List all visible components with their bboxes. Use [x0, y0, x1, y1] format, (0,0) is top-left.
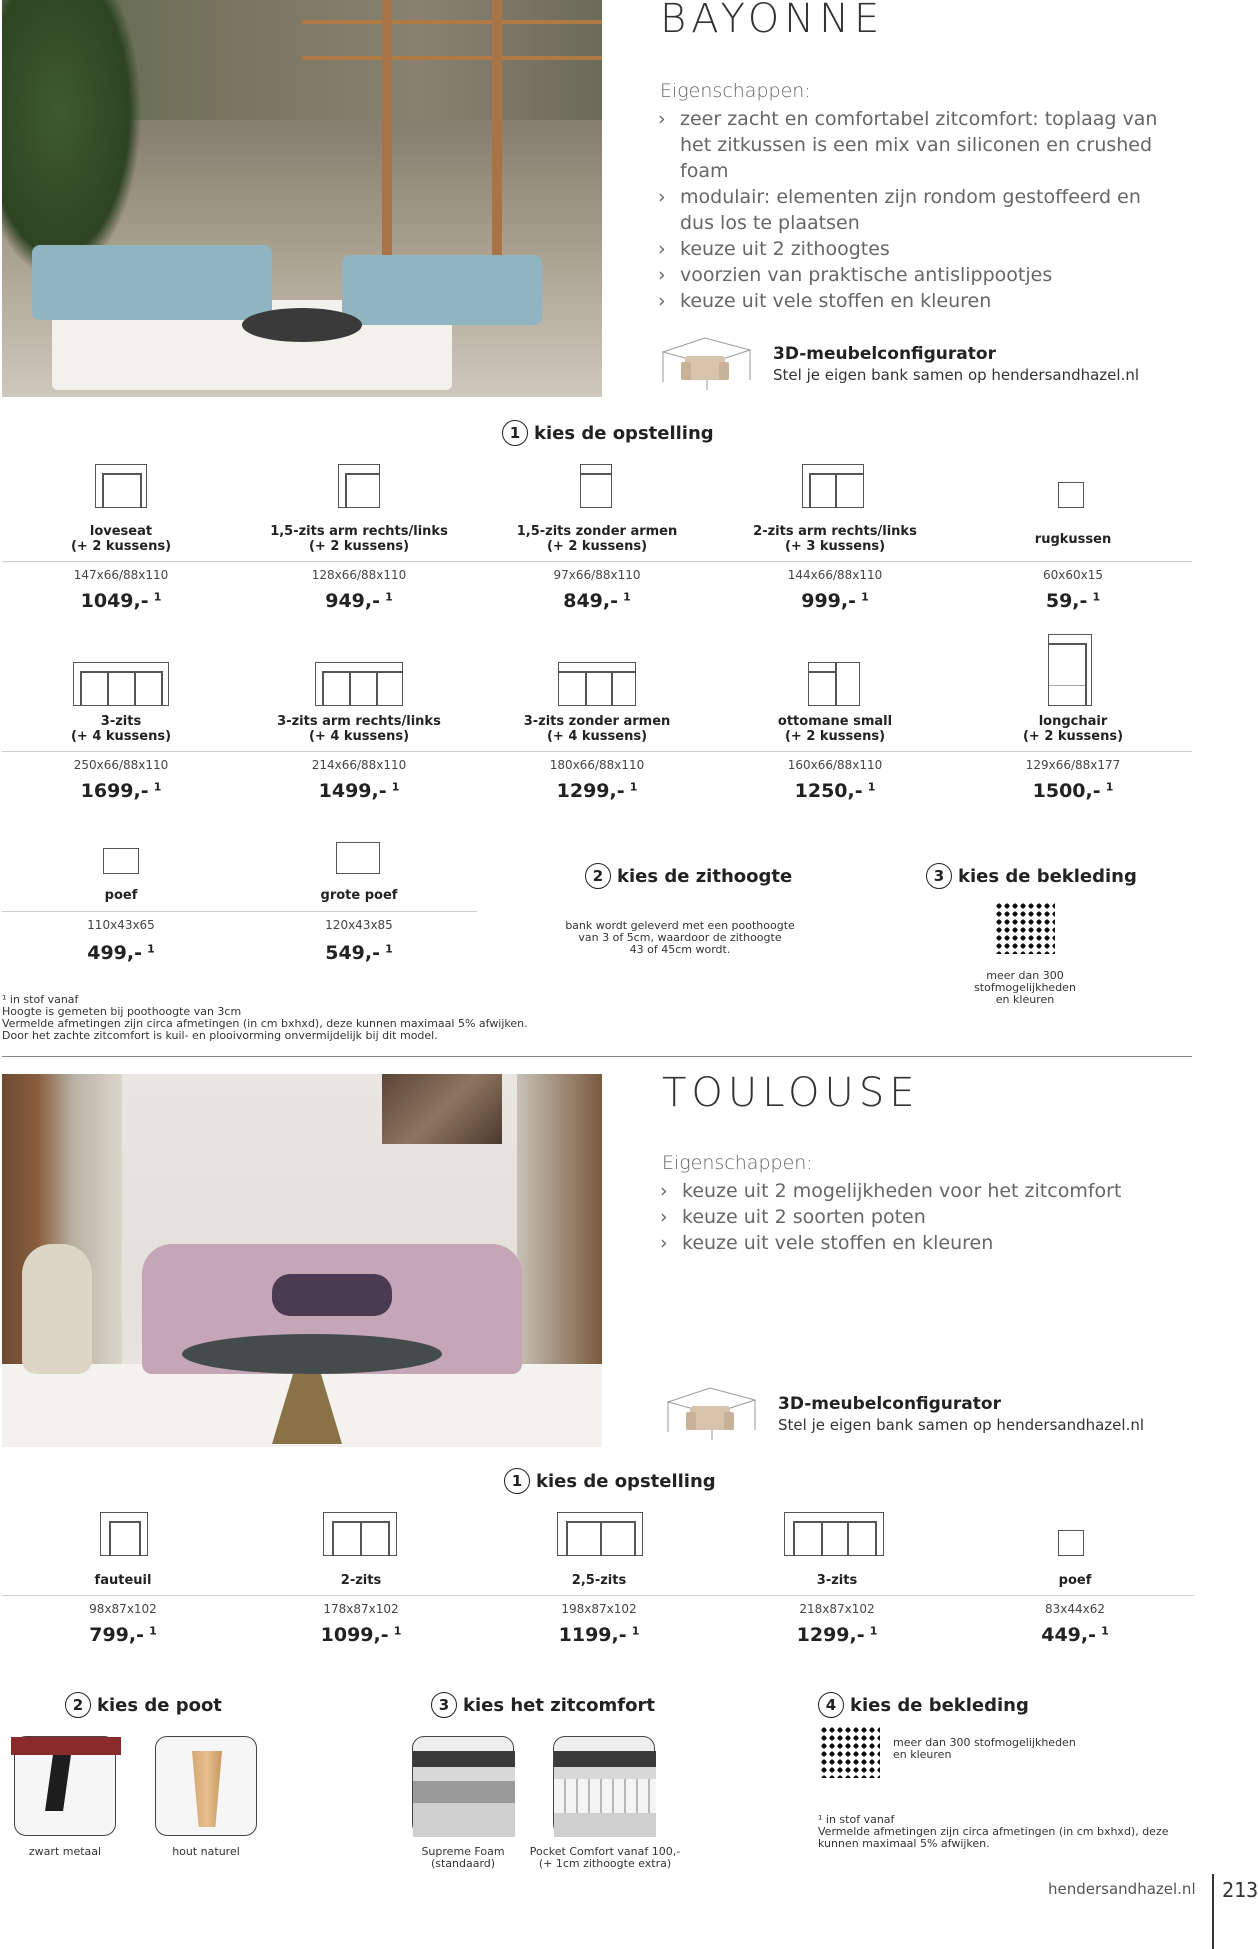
dims: 160x66/88x110 — [787, 758, 883, 772]
bayonne-props-title: Eigenschappen: — [660, 80, 811, 102]
toulouse-step-3 — [431, 1692, 655, 1718]
dims: 128x66/88x110 — [311, 568, 407, 582]
dims: 147x66/88x110 — [73, 568, 169, 582]
back-cushion-icon — [1058, 482, 1084, 508]
step-number: 1 — [504, 1468, 530, 1494]
toulouse-step-2 — [65, 1692, 222, 1718]
step-number: 1 — [502, 420, 528, 446]
dims: 218x87x102 — [799, 1602, 875, 1616]
loveseat-icon — [95, 464, 147, 508]
dims: 83x44x62 — [1044, 1602, 1105, 1616]
dims: 120x43x85 — [325, 918, 393, 932]
natural-wood-leg-option[interactable] — [155, 1736, 257, 1836]
bayonne-title: BAYONNE — [660, 0, 885, 42]
price: 1199,- $^1$ — [558, 1624, 640, 1646]
bayonne-item[interactable]: longchair (+ 2 kussens) — [1022, 714, 1124, 744]
step-label: kies het zitcomfort — [463, 1694, 655, 1716]
price: 449,- $^1$ — [1041, 1624, 1109, 1646]
prop-item: › keuze uit vele stoffen en kleuren — [658, 288, 1178, 314]
dims: 250x66/88x110 — [73, 758, 169, 772]
sofa-3-icon — [784, 1512, 884, 1556]
pouf-icon — [1058, 1530, 1084, 1556]
fabric-note: meer dan 300 stofmogelijkheden en kleuren — [974, 969, 1076, 1006]
sofa-2-arm-icon — [802, 464, 864, 508]
sofa-15-arm-icon — [338, 464, 380, 508]
price: 949,- $^1$ — [325, 590, 393, 612]
divider — [2, 561, 1192, 562]
section-divider — [2, 1056, 1192, 1057]
price: 1699,- $^1$ — [80, 780, 162, 802]
bayonne-props-list — [658, 106, 1178, 314]
divider — [2, 911, 477, 912]
step-number: 4 — [818, 1692, 844, 1718]
divider — [2, 1595, 1194, 1596]
toulouse-item[interactable]: 3-zits — [816, 1573, 858, 1588]
dims: 180x66/88x110 — [549, 758, 645, 772]
dims: 110x43x65 — [87, 918, 155, 932]
step-label: kies de opstelling — [534, 422, 714, 444]
step-label: kies de zithoogte — [617, 865, 793, 887]
fabric-note: meer dan 300 stofmogelijkheden en kleuren — [893, 1736, 1076, 1761]
sofa-15-no-arms-icon — [580, 464, 612, 508]
bayonne-item[interactable]: 2-zits arm rechts/links (+ 3 kussens) — [753, 524, 917, 554]
bayonne-item[interactable]: 3-zits (+ 4 kussens) — [70, 714, 172, 744]
toulouse-step-1 — [504, 1468, 716, 1494]
fabric-pattern-icon — [820, 1726, 880, 1778]
bayonne-photo — [2, 0, 602, 397]
bayonne-step-3 — [926, 863, 1137, 889]
price: 999,- $^1$ — [801, 590, 869, 612]
toulouse-footnote: ¹ in stof vanaf Vermelde afmetingen zijn circa afmetingen (in cm bxhxd), deze kunnen maximaal 5% afwijken. — [818, 1813, 1169, 1850]
toulouse-title: TOULOUSE — [662, 1070, 920, 1116]
toulouse-item[interactable]: 2,5-zits — [571, 1573, 627, 1588]
toulouse-props-title: Eigenschappen: — [662, 1152, 813, 1174]
pocket-comfort-option[interactable] — [553, 1736, 655, 1836]
bayonne-item[interactable]: 3-zits zonder armen (+ 4 kussens) — [523, 714, 671, 744]
pouf-icon — [103, 848, 139, 874]
footer-url[interactable]: hendersandhazel.nl — [1048, 1880, 1196, 1898]
price: 849,- $^1$ — [563, 590, 631, 612]
price: 549,- $^1$ — [325, 942, 393, 964]
step-label: kies de bekleding — [850, 1694, 1029, 1716]
page-number: 213 — [1222, 1878, 1258, 1902]
configurator-link[interactable]: Stel je eigen bank samen op hendersandhazel.nl — [778, 1416, 1145, 1434]
bayonne-step-2 — [585, 863, 792, 889]
price: 1099,- $^1$ — [320, 1624, 402, 1646]
step-label: kies de poot — [97, 1694, 222, 1716]
seat-height-note: bank wordt geleverd met een poothoogte van 3 of 5cm, waardoor de zithoogte 43 of 45cm wordt. — [565, 919, 795, 956]
bayonne-item[interactable]: poef — [104, 888, 138, 903]
configurator-title: 3D-meubelconfigurator — [778, 1394, 1001, 1414]
prop-item: › zeer zacht en comfortabel zitcomfort: toplaag van het zitkussen is een mix van siliconen en crushed foam — [658, 106, 1178, 184]
step-label: kies de bekleding — [958, 865, 1137, 887]
prop-item: › voorzien van praktische antislippootjes — [658, 262, 1178, 288]
price: 1049,- $^1$ — [80, 590, 162, 612]
step-number: 3 — [926, 863, 952, 889]
prop-item: › keuze uit 2 zithoogtes — [658, 236, 1178, 262]
sofa-2-icon — [323, 1512, 397, 1556]
sofa-3-icon — [73, 662, 169, 706]
prop-item: › modulair: elementen zijn rondom gestoffeerd en dus los te plaatsen — [658, 184, 1178, 236]
black-metal-leg-option[interactable] — [14, 1736, 116, 1836]
step-number: 3 — [431, 1692, 457, 1718]
price: 1500,- $^1$ — [1032, 780, 1114, 802]
leg-option-label: hout naturel — [172, 1845, 240, 1858]
comfort-option-label: Supreme Foam (standaard) — [421, 1845, 505, 1870]
toulouse-item[interactable]: fauteuil — [94, 1573, 152, 1588]
bayonne-item[interactable]: 1,5-zits zonder armen (+ 2 kussens) — [516, 524, 678, 554]
dims: 144x66/88x110 — [787, 568, 883, 582]
price: 799,- $^1$ — [89, 1624, 157, 1646]
dims: 129x66/88x177 — [1025, 758, 1121, 772]
price: 59,- $^1$ — [1045, 590, 1101, 612]
toulouse-item[interactable]: poef — [1058, 1573, 1092, 1588]
bayonne-item[interactable]: 3-zits arm rechts/links (+ 4 kussens) — [277, 714, 441, 744]
step-label: kies de opstelling — [536, 1470, 716, 1492]
bayonne-item[interactable]: grote poef — [320, 888, 398, 903]
armchair-icon — [100, 1512, 148, 1556]
step-number: 2 — [65, 1692, 91, 1718]
sofa-3-arm-icon — [315, 662, 403, 706]
longchair-icon — [1048, 634, 1092, 706]
ottoman-small-icon — [808, 662, 860, 706]
configurator-icon — [655, 334, 755, 390]
price: 499,- $^1$ — [87, 942, 155, 964]
bayonne-item[interactable]: loveseat (+ 2 kussens) — [70, 524, 172, 554]
dims: 178x87x102 — [323, 1602, 399, 1616]
price: 1299,- $^1$ — [556, 780, 638, 802]
comfort-option-label: Pocket Comfort vanaf 100,- (+ 1cm zithoogte extra) — [529, 1845, 681, 1870]
configurator-link[interactable]: Stel je eigen bank samen op hendersandhazel.nl — [773, 366, 1140, 384]
step-number: 2 — [585, 863, 611, 889]
sofa-25-icon — [557, 1512, 643, 1556]
configurator-icon — [660, 1384, 760, 1440]
dims: 198x87x102 — [561, 1602, 637, 1616]
price: 1499,- $^1$ — [318, 780, 400, 802]
configurator-title: 3D-meubelconfigurator — [773, 344, 996, 364]
dims: 60x60x15 — [1042, 568, 1103, 582]
bayonne-item[interactable]: rugkussen — [1034, 532, 1112, 547]
bayonne-item[interactable]: 1,5-zits arm rechts/links (+ 2 kussens) — [270, 524, 448, 554]
bayonne-footnote: ¹ in stof vanaf Hoogte is gemeten bij poothoogte van 3cm Vermelde afmetingen zijn circa afmetingen (in cm bxhxd), deze kunnen maximaal 5% afwijken. Door het zachte zitcomfort is kuil- en plooivorming onvermijdelijk bij dit model. — [2, 993, 528, 1042]
prop-item: › keuze uit 2 soorten poten — [660, 1204, 1180, 1230]
toulouse-step-4 — [818, 1692, 1029, 1718]
bayonne-step-1 — [502, 420, 714, 446]
price: 1250,- $^1$ — [794, 780, 876, 802]
price: 1299,- $^1$ — [796, 1624, 878, 1646]
toulouse-photo — [2, 1074, 602, 1447]
leg-option-label: zwart metaal — [28, 1845, 102, 1858]
dims: 97x66/88x110 — [553, 568, 641, 582]
prop-item: › keuze uit 2 mogelijkheden voor het zitcomfort — [660, 1178, 1180, 1204]
toulouse-props-list — [660, 1178, 1180, 1256]
bayonne-item[interactable]: ottomane small (+ 2 kussens) — [777, 714, 893, 744]
prop-item: › keuze uit vele stoffen en kleuren — [660, 1230, 1180, 1256]
footer-divider — [1212, 1874, 1214, 1949]
divider — [2, 751, 1192, 752]
large-pouf-icon — [336, 842, 380, 874]
supreme-foam-option[interactable] — [412, 1736, 514, 1836]
sofa-3-no-arms-icon — [558, 662, 636, 706]
toulouse-item[interactable]: 2-zits — [340, 1573, 382, 1588]
dims: 98x87x102 — [89, 1602, 157, 1616]
fabric-pattern-icon — [995, 902, 1055, 954]
dims: 214x66/88x110 — [311, 758, 407, 772]
